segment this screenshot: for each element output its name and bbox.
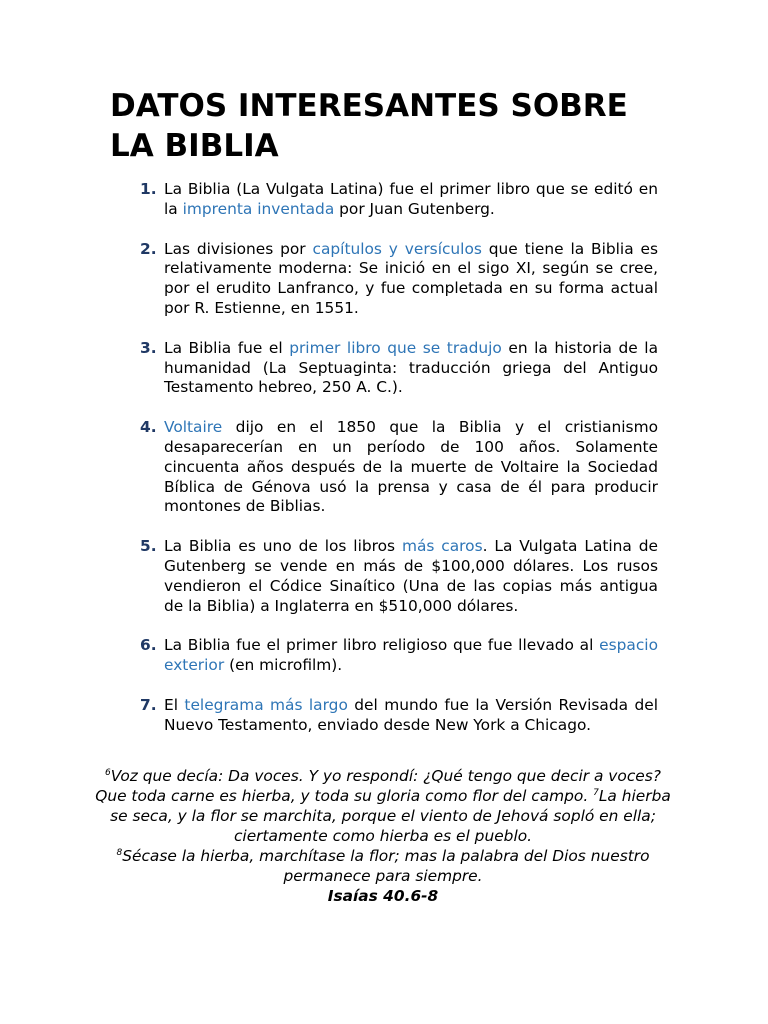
item-number: 3. (140, 338, 157, 357)
highlight-link[interactable]: espacio exterior (164, 636, 658, 675)
list-item (140, 180, 658, 220)
item-text: . La Vulgata Latina de Gutenberg se vende en más de $100,000 dólares. Los rusos vendieron el Códice Sinaítico (Una de las copias más antigua de la Biblia) a Inglaterra en $510,000 dólares. (164, 537, 658, 615)
item-text: dijo en el 1850 que la Biblia y el cristianismo desaparecerían en un período de 100 años. Solamente cincuenta años después de la muerte de Voltaire la Sociedad Bíblica de Génova usó la prensa y casa de él para producir montones de Biblias. (164, 418, 658, 516)
verse-number: 7 (593, 787, 599, 798)
item-text: (en microfilm). (224, 656, 343, 675)
item-number: 1. (140, 180, 157, 198)
item-text: El (164, 695, 185, 714)
highlight-link[interactable]: telegrama más largo (184, 695, 348, 714)
list-item (140, 418, 658, 517)
item-text: Las divisiones por (164, 239, 313, 258)
item-text: en la historia de la humanidad (La Septuaginta: traducción griega del Antiguo Testamento hebreo, 250 A. C.). (164, 338, 658, 397)
item-text: La Biblia fue el primer libro religioso que fue llevado al (164, 636, 600, 655)
item-text: del mundo fue la Versión Revisada del Nuevo Testamento, enviado desde New York a Chicago. (164, 695, 658, 734)
page-title: DATOS INTERESANTES SOBRE LA BIBLIA (110, 88, 628, 164)
item-text: por Juan Gutenberg. (334, 199, 495, 218)
verse-text: La hierba se seca, y la flor se marchita, porque el viento de Jehová sopló en ella; ciertamente como hierba es el pueblo. (110, 787, 671, 845)
list-item (140, 339, 658, 398)
highlight-link[interactable]: Voltaire (164, 418, 223, 437)
item-text: que tiene la Biblia es relativamente moderna: Se inició en el sigo XI, según se cree, por el erudito Lanfranco, y fue completada en su forma actual por R. Estienne, en 1551. (164, 239, 658, 317)
item-number: 7. (140, 695, 157, 714)
highlight-link[interactable]: más caros (401, 537, 483, 556)
item-text: La Biblia fue el (164, 338, 290, 357)
scripture-quote (92, 766, 674, 906)
verse-number: 8 (116, 847, 123, 858)
item-text: La Biblia es uno de los libros (164, 537, 402, 556)
item-number: 5. (140, 537, 157, 556)
item-number: 4. (140, 418, 157, 437)
list-item (140, 240, 658, 319)
list-item (140, 636, 658, 676)
list-item (140, 537, 658, 616)
verse-text: Voz que decía: Da voces. Y yo respondí: ¿Qué tengo que decir a voces? Que toda carne es hierba, y toda su gloria como flor del campo. (95, 767, 661, 805)
item-number: 6. (140, 636, 157, 655)
item-number: 2. (140, 239, 157, 258)
list-item (140, 696, 658, 736)
highlight-link[interactable]: imprenta inventada (182, 199, 335, 218)
facts-list (140, 180, 658, 756)
verse-number: 6 (105, 767, 111, 778)
item-text: La Biblia (La Vulgata Latina) fue el primer libro que se editó en la (164, 180, 658, 218)
highlight-link[interactable]: capítulos y versículos (312, 239, 482, 258)
highlight-link[interactable]: primer libro que se tradujo (289, 338, 502, 357)
scripture-reference: Isaías 40.6-8 (327, 887, 439, 905)
verse-text: Sécase la hierba, marchítase la flor; mas la palabra del Dios nuestro permanece para siempre. (122, 847, 650, 885)
